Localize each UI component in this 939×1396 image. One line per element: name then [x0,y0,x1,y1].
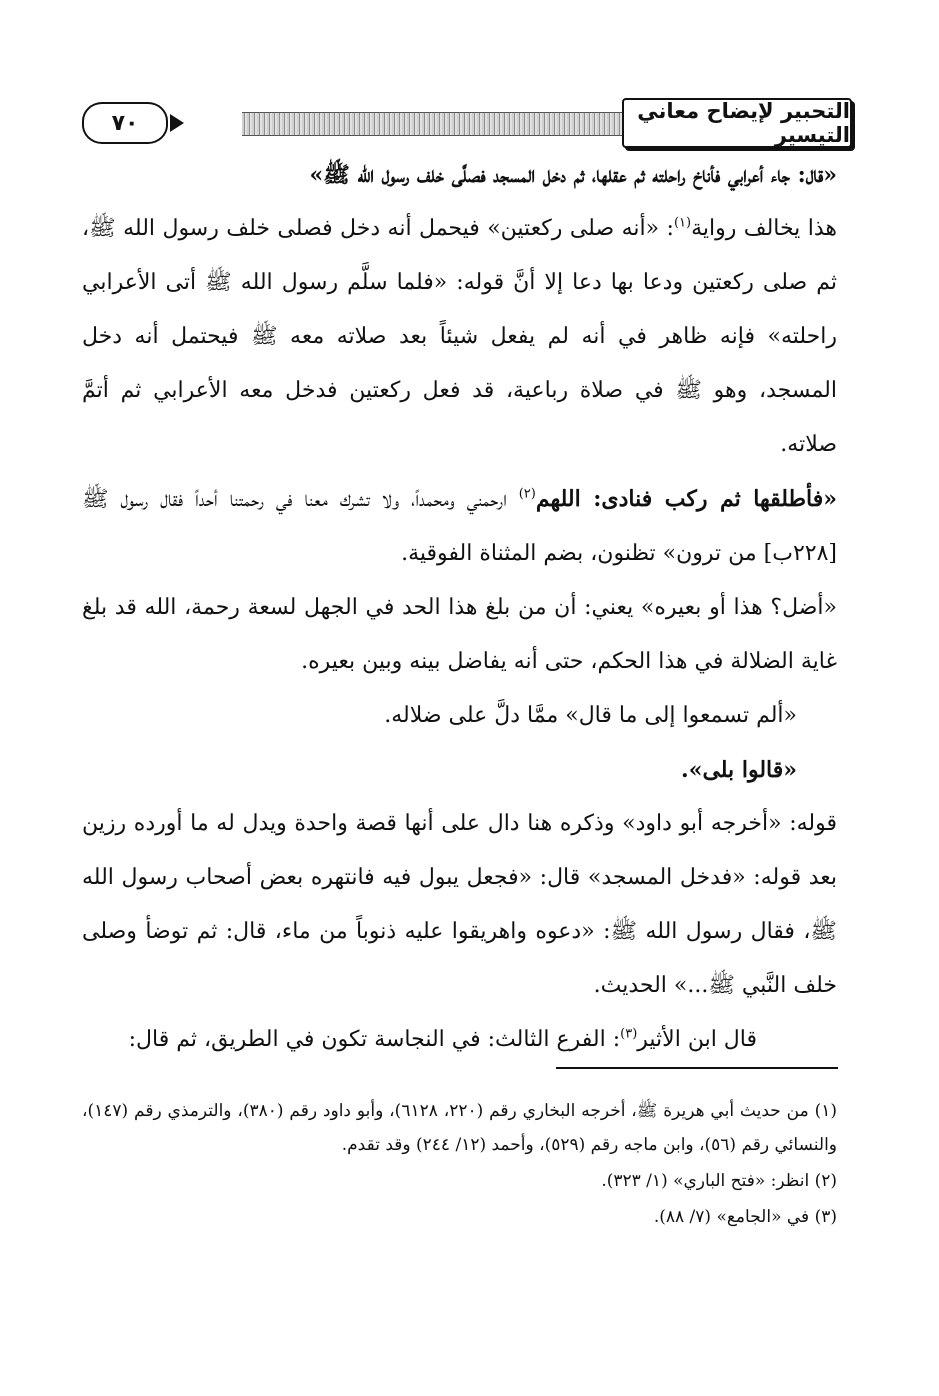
text-run: «فأطلقها ثم ركب فنادى: اللهم [535,486,837,512]
footnote-1: (١) من حديث أبي هريرة ﷺ، أخرجه البخاري رقم (٢٢٠، ٦١٢٨)، وأبو داود رقم (٣٨٠)، والترمذي رقم (١٤٧)، والنسائي رقم (٥٦)، وابن ماجه رقم (٥٢٩)، وأحمد (١٢/ ٢٤٤) وقد تقدم. [82,1101,837,1155]
footnotes [82,1094,837,1236]
page-number: ٧٠ [111,110,139,136]
running-title: التحبير لإيضاح معاني التيسير [637,99,850,147]
text-run: ارحمني ومحمداً، ولا تشرك معنا في رحمتنا أحداً فقال رسول ﷺ [٢٢٨ب] من ترون» تظنون، بضم المثناة الفوقية. [82,487,837,566]
footnote-ref-1: (١) [673,215,692,231]
paragraph-hadith-quote: «قال: جاء أعرابي فأناخ راحلته ثم عقلها، ثم دخل المسجد فصلَّى خلف رسول الله ﷺ» [309,162,837,188]
paragraph-commentary-1 [82,202,837,472]
main-text [82,148,837,1067]
paragraph-commentary-6: قوله: «أخرجه أبو داود» وذكره هنا دال على أنها قصة واحدة ويدل له ما أورده رزين بعد قوله: «فدخل المسجد» قال: «فجعل يبول فيه فانتهره بعض أصحاب رسول الله ﷺ، فقال رسول الله ﷺ: «دعوه واهريقوا عليه ذنوباً من ماء، قال: ثم توضأ وصلى خلف النَّبي ﷺ...» الحديث. [82,811,837,998]
paragraph-ibn-athir [82,1013,837,1067]
paragraph-commentary-2 [82,472,837,581]
text-run: : «أنه صلى ركعتين» فيحمل أنه دخل فصلى خلف رسول الله ﷺ، ثم صلى ركعتين ودعا بها دعا إلا أنَّ قوله: «فلما سلَّم رسول الله ﷺ أتى الأعرابي راحلته» فإنه ظاهر في أنه لم يفعل شيئاً بعد صلاته معه ﷺ فيحتمل أنه دخل المسجد، وهو ﷺ في صلاة رباعية، قد فعل ركعتين فدخل معه الأعرابي ثم أتمَّ صلاته. [82,216,837,457]
running-title-box [622,98,852,148]
page-header [82,98,852,154]
footnote-2: (٢) انظر: «فتح الباري» (١/ ٣٢٣). [601,1171,837,1191]
text-run: : الفرع الثالث: في النجاسة تكون في الطريق، ثم قال: [128,1027,621,1052]
paragraph-commentary-5: «قالوا بلى». [681,757,797,783]
footnote-ref-2: (٢) [518,486,536,502]
paragraph-commentary-4: «ألم تسمعوا إلى ما قال» ممَّا دلَّ على ضلاله. [384,703,797,728]
footnote-3: (٣) في «الجامع» (٧/ ٨٨). [653,1207,837,1227]
header-decorative-band [242,112,627,136]
text-run: هذا يخالف رواية [691,216,838,241]
footnote-ref-3: (٣) [620,1026,638,1042]
paragraph-commentary-3: «أضل؟ هذا أو بعيره» يعني: أن من بلغ هذا الحد في الجهل لسعة رحمة، الله قد بلغ غاية الضلالة في هذا الحكم، حتى أنه يفاضل بينه وبين بعيره. [82,595,837,674]
text-run: قال ابن الأثير [637,1027,757,1052]
page-number-badge [82,102,168,144]
footnote-separator [556,1067,838,1069]
